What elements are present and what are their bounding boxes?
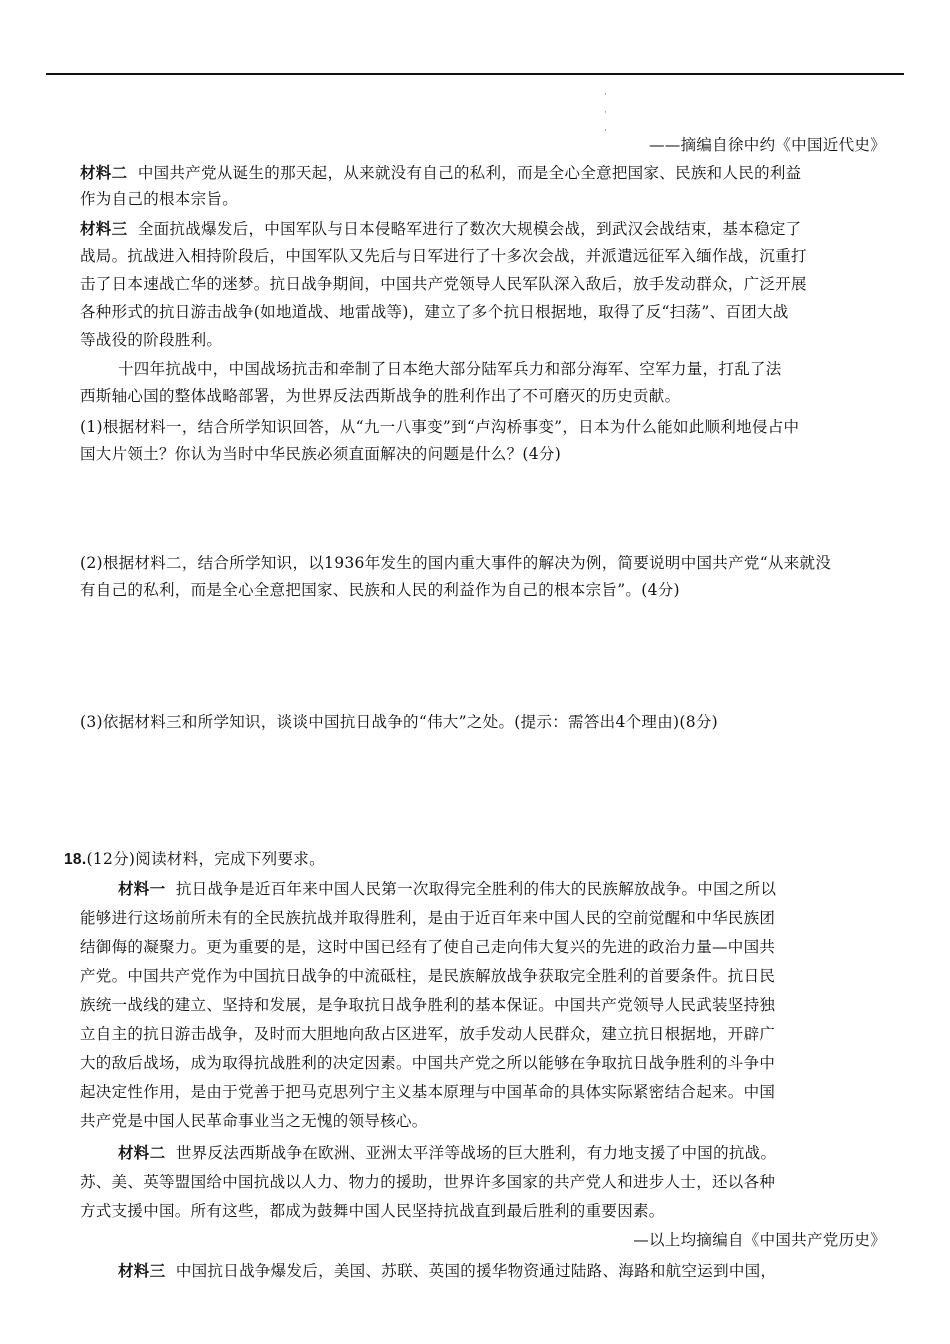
material-2-line-1: 材料二 中国共产党从诞生的那天起，从来就没有自己的私利，而是全心全意把国家、民族和人民的利益 <box>80 163 802 182</box>
material-2-line-2: 作为自己的根本宗旨。 <box>80 190 239 208</box>
material-3-line-5: 等战役的阶段胜利。 <box>80 331 223 349</box>
part2-material-2-line-3: 方式支援中国。所有这些，都成为鼓舞中国人民坚持抗战直到最后胜利的重要因素。 <box>80 1202 665 1220</box>
question-1-line-1: (1)根据材料一，结合所学知识回答，从“九一八事变”到“卢沟桥事变”，日本为什么能如此顺利地侵占中 <box>80 418 800 436</box>
question-1-line-2: 国大片领土？你认为当时中华民族必须直面解决的问题是什么？(4分) <box>80 445 562 463</box>
source-cpc-history: —以上均摘编自《中国共产党历史》 <box>633 1231 886 1249</box>
material-3-line-3: 击了日本速战亡华的迷梦。抗日战争期间，中国共产党领导人民军队深入敌后，放手发动群众，广泛开展 <box>80 275 807 293</box>
source-xu: ——摘编自徐中约《中国近代史》 <box>648 136 886 154</box>
part2-material-2-line-2: 苏、美、英等盟国给中国抗战以人力、物力的援助，世界许多国家的共产党人和进步人士，还以各种 <box>80 1173 776 1191</box>
part2-material-2-label: 材料二 <box>118 1143 166 1162</box>
material-3-label: 材料三 <box>80 219 128 238</box>
part2-material-1-line-4: 产党。中国共产党作为中国抗日战争的中流砥柱，是民族解放战争获取完全胜利的首要条件。抗日民 <box>80 967 776 985</box>
part2-material-1-line-2: 能够进行这场前所未有的全民族抗战并取得胜利，是由于近百年来中国人民的空前觉醒和中华民族团 <box>80 909 776 927</box>
question-2-line-1: (2)根据材料二，结合所学知识，以1936年发生的国内重大事件的解决为例，简要说明中国共产党“从来就没 <box>80 554 832 572</box>
part2-material-1-label: 材料一 <box>118 879 166 898</box>
part2-material-1-line-5: 族统一战线的建立、坚持和发展，是争取抗日战争胜利的基本保证。中国共产党领导人民武装坚持独 <box>80 996 776 1014</box>
part2-material-1-line-9: 共产党是中国人民革命事业当之无愧的领导核心。 <box>80 1112 428 1130</box>
paragraph-14-years-line-2: 西斯轴心国的整体战略部署，为世界反法西斯战争的胜利作出了不可磨灭的历史贡献。 <box>80 387 681 405</box>
top-rule <box>46 73 904 75</box>
part2-material-1-line-1: 材料一 抗日战争是近百年来中国人民第一次取得完全胜利的伟大的民族解放战争。中国之所以 <box>118 879 777 898</box>
question-3: (3)依据材料三和所学知识，谈谈中国抗日战争的“伟大”之处。(提示：需答出4个理由)(8分) <box>80 713 719 731</box>
part2-material-3-line-1: 材料三 中国抗日战争爆发后，美国、苏联、英国的援华物资通过陆路、海路和航空运到中国， <box>118 1261 777 1280</box>
paragraph-14-years-line-1: 十四年抗战中，中国战场抗击和牵制了日本绝大部分陆军兵力和部分海军、空军力量，打乱了法 <box>118 360 782 378</box>
material-3-line-2: 战局。抗战进入相持阶段后，中国军队又先后与日军进行了十多次会战，并派遣远征军入缅作战，沉重打 <box>80 247 807 265</box>
part2-material-1-line-6: 立自主的抗日游击战争，及时而大胆地向敌占区进军，放手发动人民群众，建立抗日根据地，开辟广 <box>80 1025 776 1043</box>
part2-material-3-label: 材料三 <box>118 1261 166 1280</box>
part2-material-1-line-7: 大的敌后战场，成为取得抗战胜利的决定因素。中国共产党之所以能够在争取抗日战争胜利的斗争中 <box>80 1054 776 1072</box>
part2-material-1-line-8: 起决定性作用，是由于党善于把马克思列宁主义基本原理与中国革命的具体实际紧密结合起来。中国 <box>80 1083 776 1101</box>
material-2-label: 材料二 <box>80 163 128 182</box>
part2-material-1-line-3: 结御侮的凝聚力。更为重要的是，这时中国已经有了使自己走向伟大复兴的先进的政治力量—中国共 <box>80 938 776 956</box>
question-18-number: 18. <box>64 851 87 868</box>
material-3-line-4: 各种形式的抗日游击战争(如地道战、地雷战等)，建立了多个抗日根据地，取得了反“扫荡”、百团大战 <box>80 303 789 321</box>
material-3-line-1: 材料三 全面抗战爆发后，中国军队与日本侵略军进行了数次大规模会战，到武汉会战结束，基本稳定了 <box>80 219 802 238</box>
part2-material-2-line-1: 材料二 世界反法西斯战争在欧洲、亚洲太平洋等战场的巨大胜利，有力地支援了中国的抗战。 <box>118 1143 777 1162</box>
scan-marks: · · · <box>604 90 607 136</box>
question-18-heading: 18.(12分)阅读材料，完成下列要求。 <box>64 850 325 868</box>
question-2-line-2: 有自己的私利，而是全心全意把国家、民族和人民的利益作为自己的根本宗旨”。(4分) <box>80 581 680 599</box>
